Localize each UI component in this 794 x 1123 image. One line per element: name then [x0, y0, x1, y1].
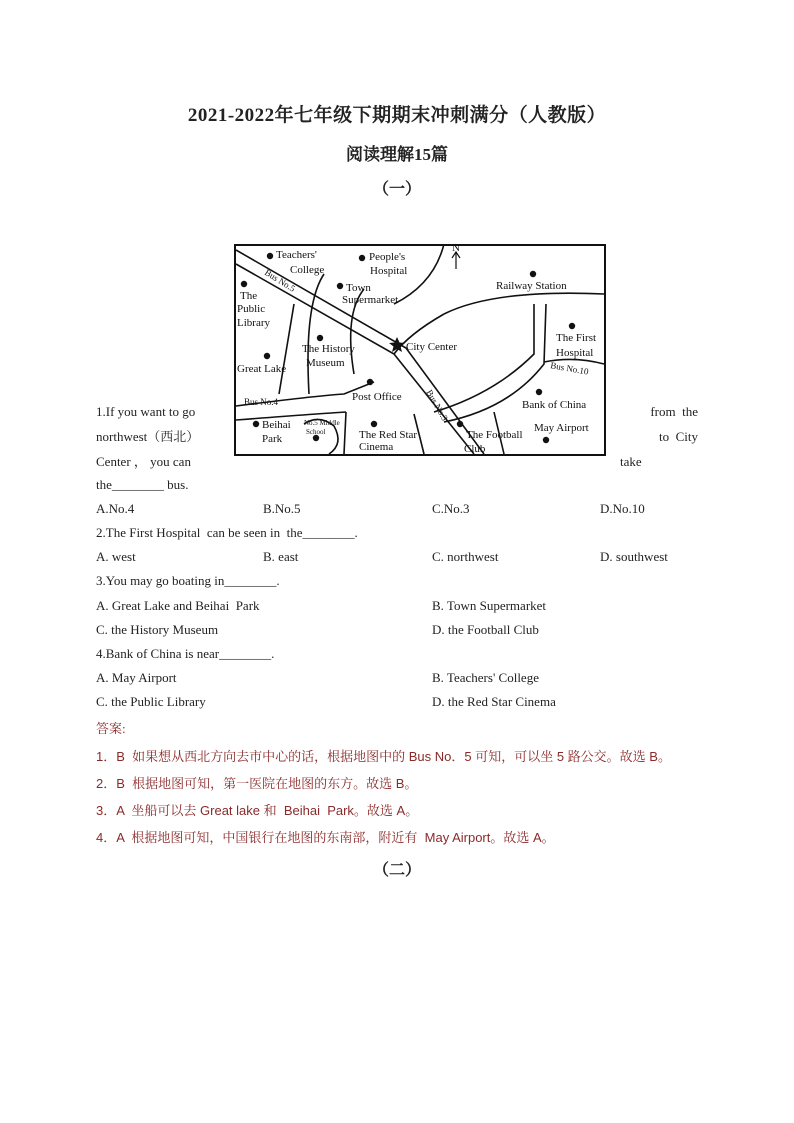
q3-option-b: B. Town Supermarket — [432, 598, 547, 613]
q1-line-4: the________ bus. — [96, 477, 189, 492]
map-label-bus-no5: Bus No.5 — [262, 267, 298, 294]
q1-line-3: Center ， you can — [96, 454, 191, 469]
q1-option-b: B.No.5 — [263, 501, 301, 516]
map-label-public-library-2: Public — [237, 303, 266, 315]
map-label-teachers-college-2: College — [290, 264, 325, 276]
q4-option-c: C. the Public Library — [96, 694, 206, 709]
q1-right-3: take — [620, 454, 642, 469]
q2-option-c: C. northwest — [432, 549, 499, 564]
q4-option-a: A. May Airport — [96, 670, 177, 685]
q1-right-2: to City — [658, 429, 698, 444]
map-label-bus-no3: Bus No.3 — [424, 388, 450, 423]
map-label-bus-no10: Bus No.10 — [549, 360, 590, 377]
q1-option-c: C.No.3 — [432, 501, 470, 516]
map-label-football-club: The Football — [466, 429, 523, 441]
section-one-heading: （一） — [372, 181, 421, 198]
city-map-svg — [234, 244, 606, 456]
question-4: 4.Bank of China is near________. — [96, 646, 275, 661]
section-two-heading: （二） — [372, 862, 421, 879]
map-label-peoples-hospital-2: Hospital — [370, 265, 408, 277]
q1-option-a: A.No.4 — [96, 501, 135, 516]
map-label-no5-school-2: School — [306, 428, 326, 436]
map-label-history-museum-2: Museum — [306, 357, 345, 369]
map-label-beihai-park: Beihai — [262, 419, 291, 431]
q2-option-a: A. west — [96, 549, 136, 564]
page-title: 2021-2022年七年级下期期末冲刺满分（人教版） — [187, 105, 607, 126]
map-label-no5-school: No.5 Middle — [304, 419, 340, 427]
q1-line-2: northwest（西北） — [96, 429, 200, 444]
q3-option-a: A. Great Lake and Beihai Park — [96, 598, 260, 613]
map-label-town-supermarket: Town — [346, 282, 371, 294]
q3-option-d: D. the Football Club — [432, 622, 539, 637]
question-3: 3.You may go boating in________. — [96, 573, 280, 588]
answer-2: 2．B 根据地图可知，第一医院在地图的东方。故选 B。 — [96, 776, 418, 791]
answer-heading: 答案: — [96, 721, 126, 736]
map-label-history-museum: The History — [302, 343, 355, 355]
map-label-bus-no4: Bus No.4 — [244, 397, 279, 407]
map-label-railway-station: Railway Station — [496, 280, 567, 292]
q3-option-c: C. the History Museum — [96, 622, 219, 637]
q1-line-1: 1.If you want to go — [96, 404, 196, 419]
map-label-bank-of-china: Bank of China — [522, 399, 587, 411]
question-2: 2.The First Hospital can be seen in the________. — [96, 525, 358, 540]
map-label-public-library-3: Library — [237, 317, 270, 329]
question-1-right — [620, 399, 698, 474]
question-1-left — [96, 399, 216, 474]
q1-option-d: D.No.10 — [600, 501, 645, 516]
q2-option-b: B. east — [263, 549, 299, 564]
map-label-post-office: Post Office — [352, 391, 402, 403]
map-label-teachers-college: Teachers' — [276, 249, 317, 261]
map-label-red-star-cinema: The Red Star — [359, 429, 418, 441]
map-label-may-airport: May Airport — [534, 422, 589, 434]
map-label-peoples-hospital: People's — [369, 251, 406, 263]
map-label-first-hospital: The First — [556, 332, 597, 344]
q4-option-b: B. Teachers' College — [432, 670, 539, 685]
answer-1: 1．B 如果想从西北方向去市中心的话，根据地图中的 Bus No．5 可知，可以坐 5 路公交。故选 B。 — [96, 749, 671, 764]
map-label-red-star-cinema-2: Cinema — [359, 441, 394, 453]
city-map-figure — [234, 244, 606, 456]
q2-option-d: D. southwest — [600, 549, 668, 564]
q4-option-d: D. the Red Star Cinema — [432, 694, 556, 709]
map-label-city-center: City Center — [406, 341, 458, 353]
map-label-first-hospital-2: Hospital — [556, 347, 594, 359]
map-label-great-lake: Great Lake — [237, 363, 287, 375]
map-north-label: N — [452, 244, 460, 254]
map-label-public-library: The — [240, 290, 258, 302]
q1-right-1: from the — [650, 404, 698, 419]
answer-3: 3．A 坐船可以去 Great lake 和 Beihai Park。故选 A。 — [96, 803, 419, 818]
map-label-beihai-park-2: Park — [262, 433, 283, 445]
map-label-town-supermarket-2: Supermarket — [342, 294, 399, 306]
answer-4: 4．A 根据地图可知，中国银行在地图的东南部，附近有 May Airport。故选 A。 — [96, 830, 555, 845]
page-subtitle: 阅读理解15篇 — [346, 145, 448, 164]
map-label-football-club-2: Club — [464, 443, 486, 455]
